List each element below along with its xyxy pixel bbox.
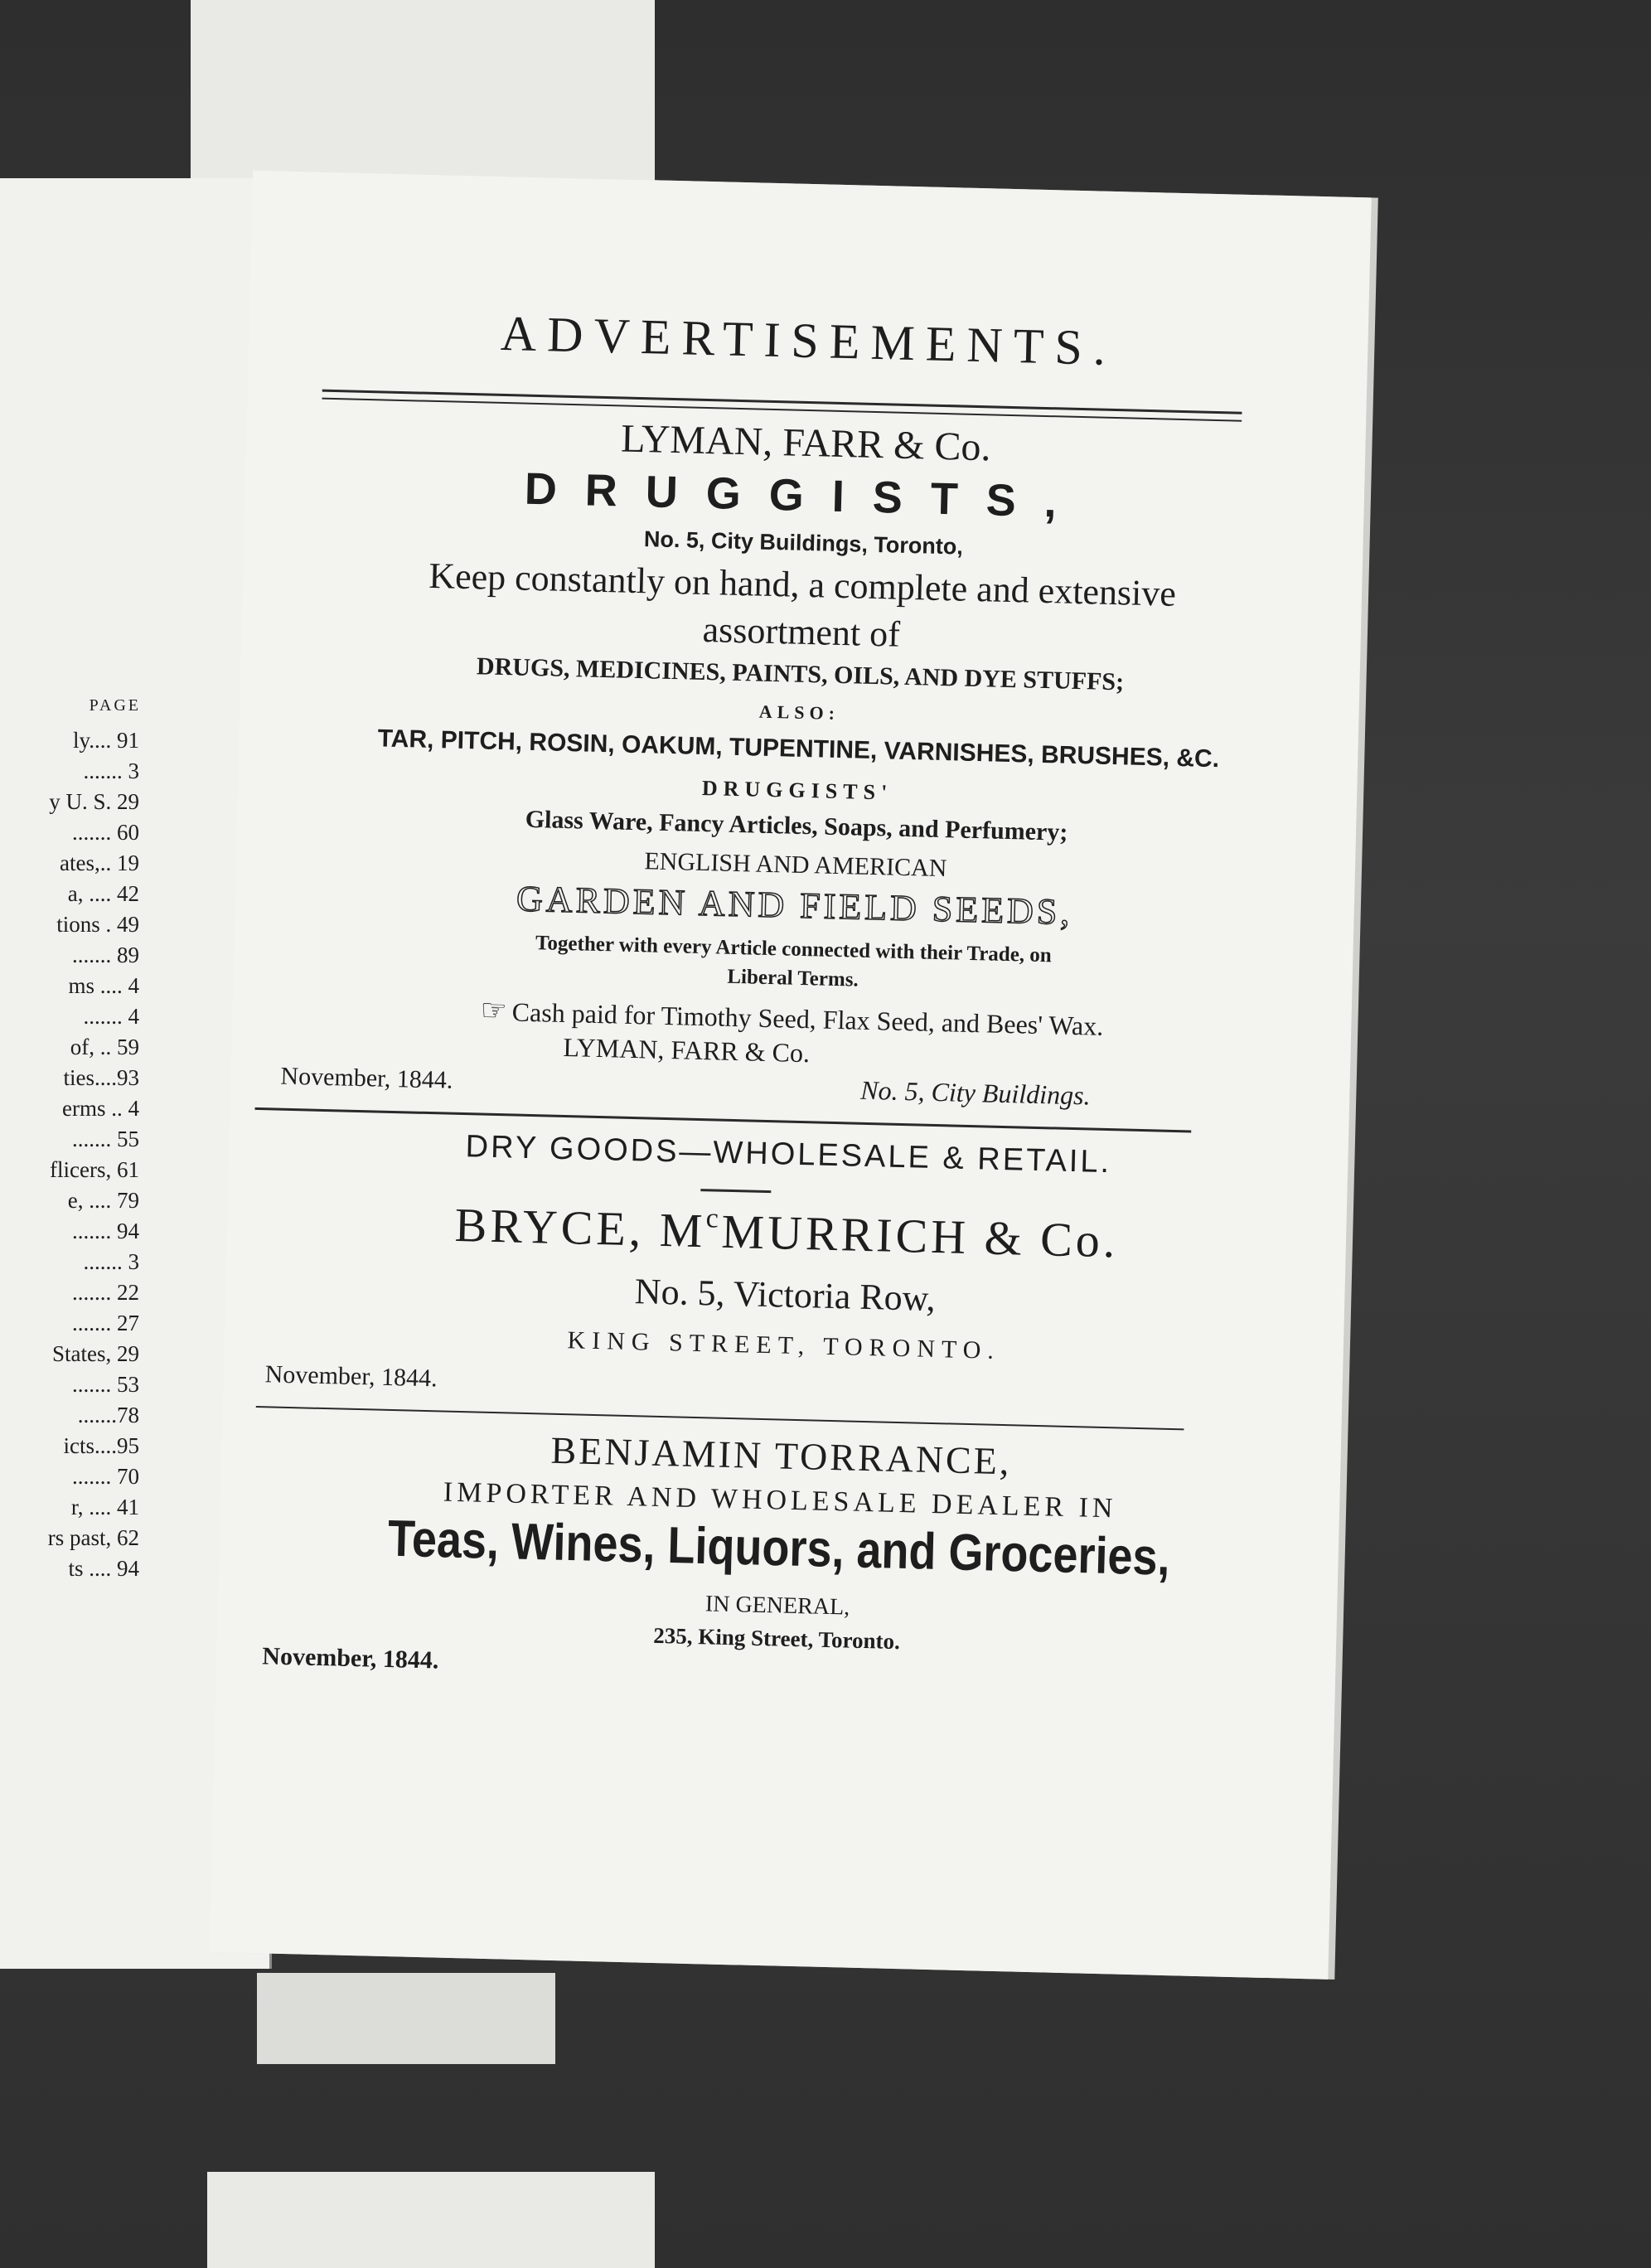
toc-entry: ....... 53 <box>72 1372 139 1397</box>
torrance-date: November, 1844. <box>262 1642 439 1674</box>
lyman-farr-date: November, 1844. <box>280 1062 453 1094</box>
lyman-farr-cash-line: Cash paid for Timothy Seed, Flax Seed, and Bees' Wax. <box>511 996 1104 1041</box>
lyman-farr-trade: DRUGGISTS, <box>524 463 1086 528</box>
toc-entry: y U. S. 29 <box>49 789 139 814</box>
table-of-contents <box>0 725 139 1584</box>
lyman-farr-keep-line: Keep constantly on hand, a complete and extensive <box>428 555 1177 614</box>
toc-entry: ....... 94 <box>72 1219 139 1243</box>
toc-page-header: PAGE <box>89 696 141 715</box>
lyman-farr-also: ALSO: <box>758 700 840 724</box>
pointing-hand-icon: ☞ <box>480 993 508 1028</box>
toc-entry: ....... 60 <box>72 820 139 845</box>
lyman-farr-address-short: No. 5, City Buildings. <box>859 1074 1092 1111</box>
toc-entry: icts....95 <box>63 1433 139 1458</box>
lyman-farr-liberal-line: Liberal Terms. <box>727 965 859 991</box>
toc-entry: ....... 70 <box>72 1464 139 1489</box>
toc-entry: ....... 55 <box>72 1127 139 1151</box>
toc-entry: ....... 4 <box>83 1004 139 1029</box>
bottom-paper-strip <box>257 1973 555 2064</box>
bryce-short-rule <box>700 1189 771 1193</box>
bryce-dry-goods-line: DRY GOODS—WHOLESALE & RETAIL. <box>465 1129 1112 1180</box>
toc-entry: States, 29 <box>52 1341 139 1366</box>
toc-entry: ....... 3 <box>83 758 139 783</box>
toc-entry: ly.... 91 <box>73 728 139 753</box>
bryce-date: November, 1844. <box>264 1360 438 1393</box>
toc-entry: rs past, 62 <box>47 1525 139 1550</box>
bryce-address-row: No. 5, Victoria Row, <box>634 1271 937 1320</box>
toc-entry: ....... 3 <box>83 1249 139 1274</box>
toc-entry: ties....93 <box>63 1065 139 1090</box>
advertisements-page <box>210 171 1372 1980</box>
bryce-firm-name <box>226 1191 1346 1274</box>
toc-entry: tions . 49 <box>56 912 139 937</box>
bryce-firm-name-start: BRYCE, M <box>453 1197 707 1258</box>
lyman-farr-druggists-line: DRUGGISTS' <box>701 775 893 805</box>
toc-entry: a, .... 42 <box>67 881 139 906</box>
bryce-street: KING STREET, TORONTO. <box>567 1326 1001 1364</box>
torrance-importer-line: IMPORTER AND WHOLESALE DEALER IN <box>443 1476 1117 1524</box>
torrance-goods-line: Teas, Wines, Liquors, and Groceries, <box>387 1510 1171 1587</box>
toc-entry: .......78 <box>77 1403 139 1427</box>
lyman-farr-glass-line: Glass Ware, Fancy Articles, Soaps, and Perfumery; <box>525 805 1068 846</box>
toc-entry: erms .. 4 <box>62 1096 139 1121</box>
toc-entry: ts .... 94 <box>68 1556 139 1581</box>
page-title: ADVERTISEMENTS. <box>500 305 1117 376</box>
bryce-firm-name-superscript: c <box>705 1203 723 1234</box>
torrance-street: 235, King Street, Toronto. <box>653 1622 901 1655</box>
lyman-farr-assortment-line: assortment of <box>702 608 901 655</box>
lyman-farr-tar-line: TAR, PITCH, ROSIN, OAKUM, TUPENTINE, VARNISHES, BRUSHES, &C. <box>377 724 1220 773</box>
lyman-farr-together-line: Together with every Article connected with their Trade, on <box>535 932 1053 967</box>
lyman-farr-drugs-line: DRUGS, MEDICINES, PAINTS, OILS, AND DYE STUFFS; <box>476 652 1125 696</box>
toc-entry: e, .... 79 <box>67 1188 139 1213</box>
lyman-farr-english-line: ENGLISH AND AMERICAN <box>644 847 947 883</box>
lyman-farr-firm-name: LYMAN, FARR & Co. <box>620 416 992 470</box>
toc-entry: ....... 27 <box>72 1311 139 1335</box>
lyman-farr-garden-line: GARDEN AND FIELD SEEDS, <box>516 878 1073 933</box>
toc-entry: ....... 22 <box>72 1280 139 1305</box>
toc-entry: flicers, 61 <box>50 1157 139 1182</box>
lyman-farr-signature: LYMAN, FARR & Co. <box>563 1031 811 1069</box>
bryce-firm-name-end: MURRICH & Co. <box>720 1204 1120 1268</box>
toc-entry: of, .. 59 <box>70 1035 139 1059</box>
toc-entry: ms .... 4 <box>68 973 139 998</box>
torrance-name: BENJAMIN TORRANCE, <box>550 1428 1012 1483</box>
toc-entry: ates,.. 19 <box>60 850 139 875</box>
top-paper-strip <box>191 0 655 182</box>
toc-entry: r, .... 41 <box>70 1495 139 1519</box>
toc-entry: ....... 89 <box>72 943 139 967</box>
bottom-paper-scrap <box>207 2172 655 2268</box>
lyman-farr-address: No. 5, City Buildings, Toronto, <box>643 526 964 560</box>
torrance-general-line: IN GENERAL, <box>704 1591 850 1621</box>
